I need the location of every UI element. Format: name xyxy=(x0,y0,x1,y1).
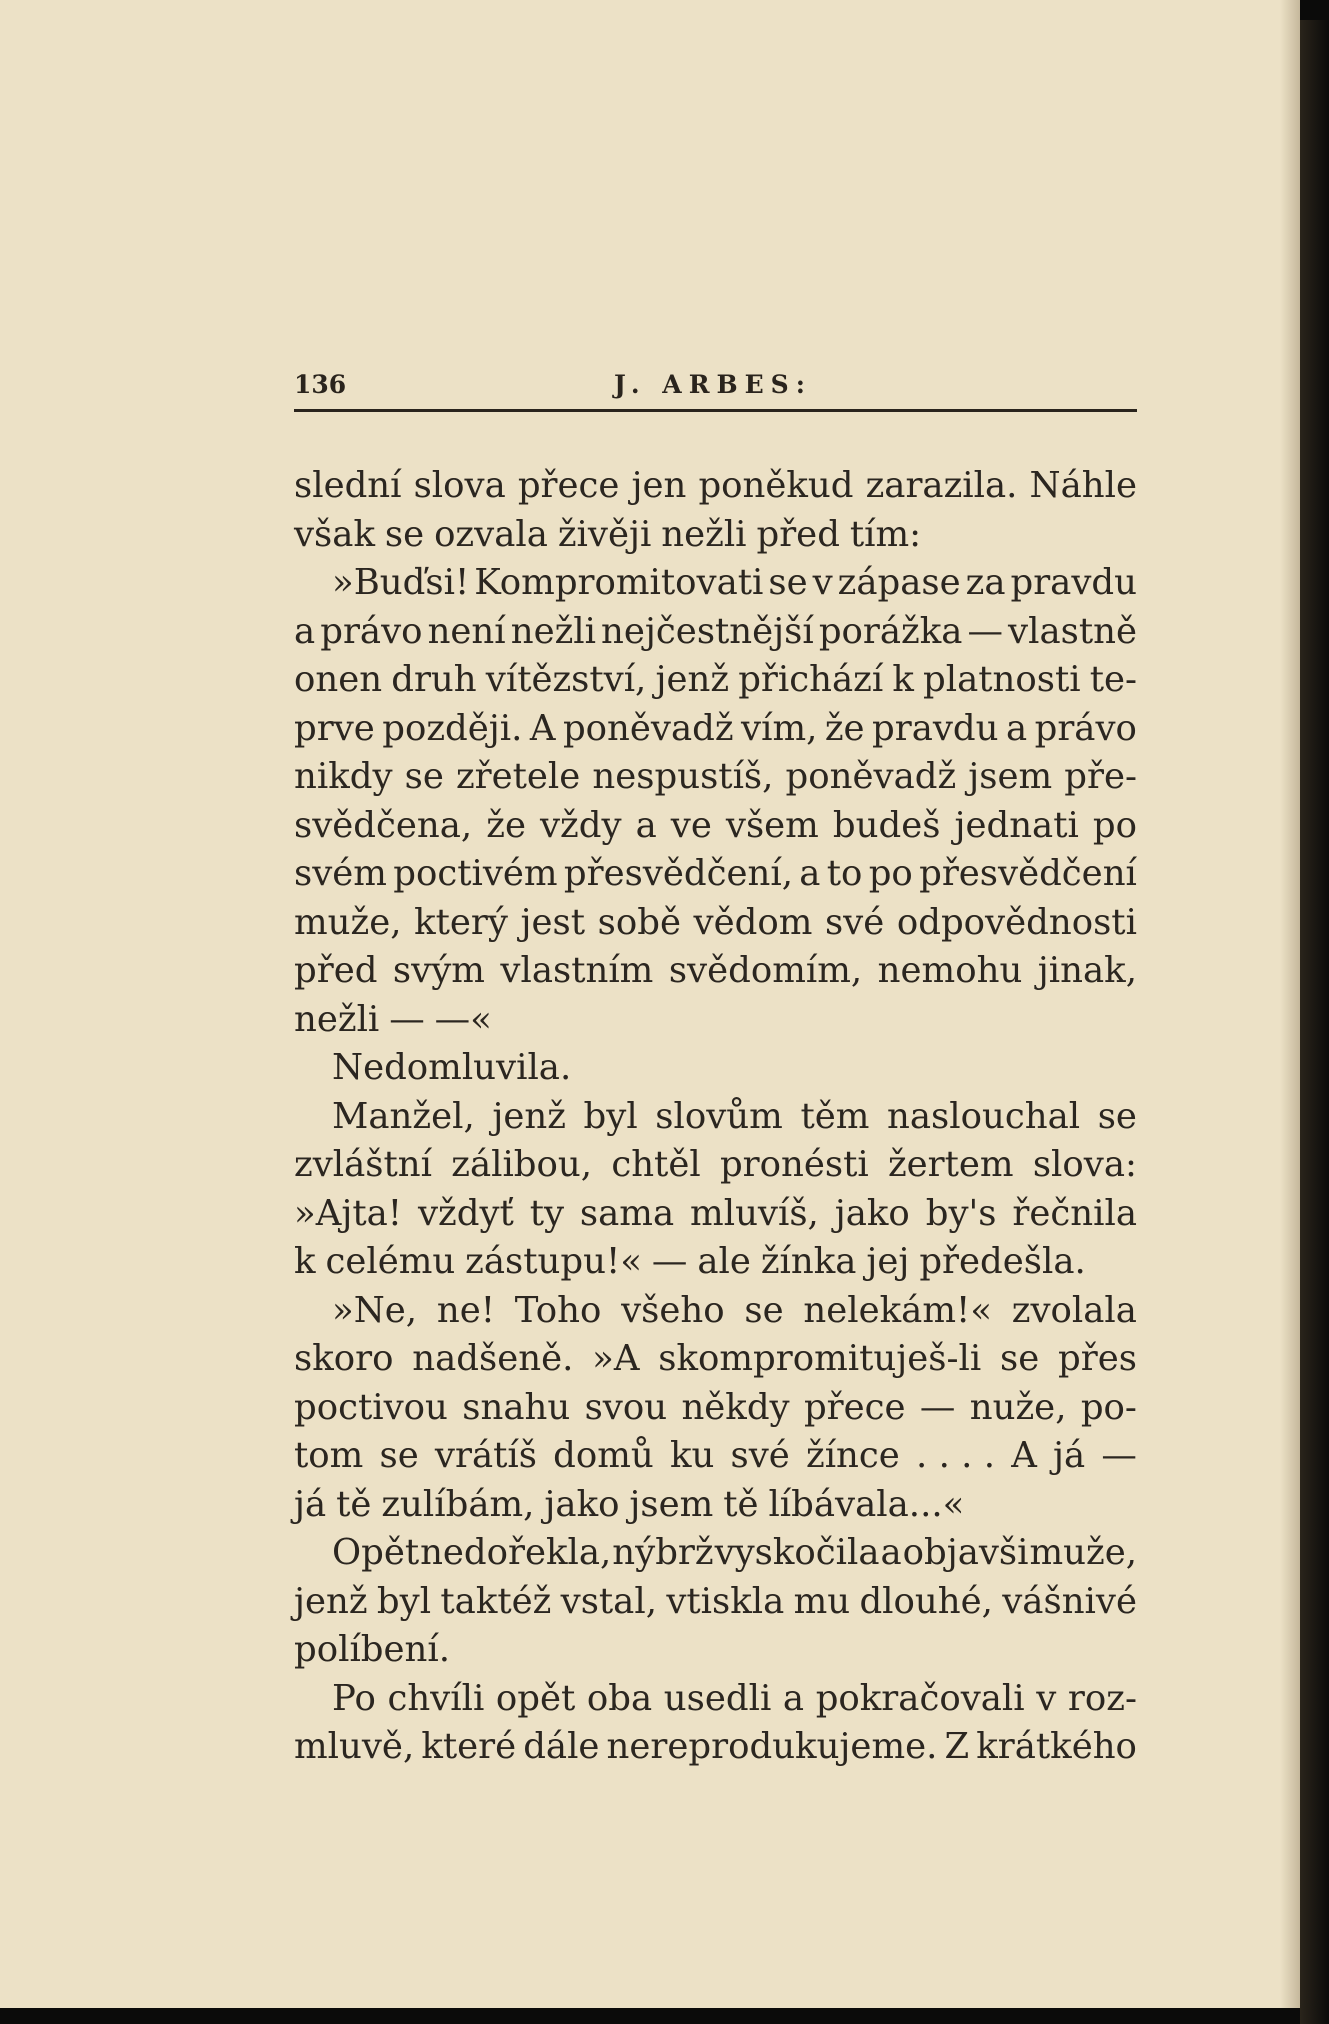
word: sobě xyxy=(597,901,681,943)
page-number: 136 xyxy=(294,370,347,399)
text-line xyxy=(294,1238,1137,1287)
word: se xyxy=(1097,1095,1137,1137)
word: přesvědčení, xyxy=(563,853,793,894)
word: prve xyxy=(294,707,375,749)
text-line xyxy=(294,559,1137,608)
word: pravdu xyxy=(1010,562,1137,603)
word: který xyxy=(414,901,508,943)
word: mluvíš, xyxy=(690,1192,819,1234)
word: ozvala xyxy=(434,513,548,555)
word: slední xyxy=(294,465,402,506)
word: se xyxy=(404,756,444,797)
word: nereprodukujeme. xyxy=(606,1726,938,1767)
word: později. xyxy=(382,707,523,749)
word: roz- xyxy=(1067,1677,1137,1719)
word: onen xyxy=(294,659,383,700)
word: jenž xyxy=(294,1580,368,1622)
text-line xyxy=(294,1044,1137,1093)
word: nemohu xyxy=(877,950,1023,991)
word: tě xyxy=(723,1483,759,1525)
word: sama xyxy=(579,1192,675,1234)
word: nejčestnější xyxy=(601,610,814,652)
text-line xyxy=(294,462,1137,511)
word: »Buďsi! xyxy=(332,562,470,603)
word: právo xyxy=(320,610,423,652)
text-line xyxy=(294,608,1137,657)
word: vědom xyxy=(693,901,813,943)
word: slovům xyxy=(655,1095,783,1137)
word: poněvadž xyxy=(562,707,734,749)
word: poctivou xyxy=(294,1386,448,1428)
word: slova xyxy=(413,465,506,506)
word: svědčena, xyxy=(294,804,473,846)
word: řečnila xyxy=(1012,1192,1137,1234)
word: zálibou, xyxy=(451,1144,593,1185)
text-line xyxy=(294,1384,1137,1433)
text-line xyxy=(294,1141,1137,1190)
word: políbení. xyxy=(294,1629,451,1670)
word: pravdu xyxy=(872,707,999,749)
word: —« xyxy=(434,998,492,1040)
word: žertem xyxy=(887,1144,1014,1185)
word: přesvědčení xyxy=(919,853,1137,894)
word: že xyxy=(824,707,865,749)
word: mluvě, xyxy=(294,1726,415,1767)
word: budeš xyxy=(832,804,941,846)
word: Náhle xyxy=(1029,465,1137,506)
word: nelekám!« xyxy=(803,1289,992,1331)
word: porážka xyxy=(818,610,963,652)
text-line xyxy=(294,850,1137,899)
word: se xyxy=(379,1435,419,1476)
word: a xyxy=(1005,707,1028,749)
word: jenž xyxy=(655,659,730,700)
word: vím, xyxy=(741,707,818,749)
word: nedořekla, xyxy=(420,1532,612,1573)
word: jej xyxy=(866,1241,910,1282)
word: nadšeně. xyxy=(412,1338,574,1379)
word: Manžel, xyxy=(332,1095,475,1137)
word: před xyxy=(756,513,840,555)
word: druh xyxy=(391,659,477,700)
header-rule xyxy=(294,409,1137,412)
word: opět xyxy=(495,1677,576,1719)
word: dlouhé, xyxy=(859,1580,993,1622)
word: se xyxy=(1000,1338,1040,1379)
word: žínka xyxy=(760,1241,857,1282)
word: — xyxy=(1101,1435,1137,1476)
word: Toho xyxy=(514,1289,602,1331)
word: vášnivé xyxy=(1002,1580,1137,1622)
word: není xyxy=(427,610,506,652)
word: vlastně xyxy=(1008,610,1137,652)
word: přece xyxy=(803,1386,906,1428)
word: které xyxy=(421,1726,517,1767)
word: přece xyxy=(517,465,620,506)
text-line xyxy=(294,1626,1137,1675)
word: všeho xyxy=(621,1289,725,1331)
word: te- xyxy=(1089,659,1137,700)
word: jako xyxy=(544,1483,620,1525)
word: za xyxy=(965,562,1006,603)
word: — xyxy=(651,1241,688,1282)
word: vstal, xyxy=(560,1580,657,1622)
word: — xyxy=(919,1386,956,1428)
word: muže, xyxy=(294,901,402,943)
word: mu xyxy=(793,1580,851,1622)
page-header xyxy=(294,368,1137,408)
word: jenž xyxy=(492,1095,566,1137)
word: vtiskla xyxy=(666,1580,785,1622)
word: vlastním xyxy=(500,950,654,991)
word: pokračovali xyxy=(815,1677,1025,1719)
text-line xyxy=(294,1529,1137,1578)
text-line xyxy=(294,996,1137,1045)
word: nikdy xyxy=(294,756,393,797)
word: svou xyxy=(584,1386,668,1428)
word: vyskočila xyxy=(714,1532,880,1573)
word: jako xyxy=(834,1192,910,1234)
text-line xyxy=(294,753,1137,802)
word: »Ajta! xyxy=(294,1192,403,1234)
word: nespustíš, xyxy=(592,756,774,797)
word: já xyxy=(294,1483,327,1525)
word: — xyxy=(967,610,1003,652)
word: a xyxy=(294,610,316,652)
word: nežli xyxy=(294,998,380,1040)
text-line xyxy=(294,511,1137,560)
word: před xyxy=(294,950,378,991)
word: a xyxy=(799,853,821,894)
word: byl xyxy=(376,1580,432,1622)
text-line xyxy=(294,1335,1137,1384)
word: slova: xyxy=(1032,1144,1137,1185)
word: vždyť xyxy=(417,1192,514,1234)
word: a xyxy=(782,1677,805,1719)
word: . . . . xyxy=(916,1435,995,1476)
word: líbávala...« xyxy=(768,1483,965,1525)
word: a xyxy=(635,804,657,846)
word: chtěl xyxy=(611,1144,701,1185)
body-text xyxy=(294,462,1137,1772)
text-line xyxy=(294,1578,1137,1627)
word: naslouchal xyxy=(886,1095,1081,1137)
word: Opět xyxy=(332,1532,420,1573)
text-line xyxy=(294,1093,1137,1142)
word: — xyxy=(389,998,425,1040)
word: jednati xyxy=(954,804,1079,846)
word: chvíli xyxy=(387,1677,485,1719)
word: tě xyxy=(336,1483,372,1525)
word: ve xyxy=(670,804,712,846)
word: poctivém xyxy=(393,853,558,894)
word: celému xyxy=(325,1241,456,1282)
word: skompromituješ-li xyxy=(658,1338,982,1379)
word: snahu xyxy=(462,1386,571,1428)
word: jest xyxy=(520,901,586,943)
word: »Ne, xyxy=(332,1289,418,1331)
word: muže, xyxy=(1029,1532,1137,1573)
word: nuže, xyxy=(969,1386,1067,1428)
word: jsem xyxy=(629,1483,714,1525)
word: v xyxy=(1036,1677,1057,1719)
word: tom xyxy=(294,1435,364,1476)
word: Nedomluvila. xyxy=(332,1047,572,1088)
word: ale xyxy=(697,1241,751,1282)
word: ne! xyxy=(436,1289,495,1331)
word: »A xyxy=(592,1338,640,1379)
word: A xyxy=(529,707,556,749)
word: pronésti xyxy=(719,1144,869,1185)
word: vítězství, xyxy=(485,659,647,700)
word: já xyxy=(1053,1435,1086,1476)
word: ku xyxy=(669,1435,715,1476)
word: jsem xyxy=(968,756,1053,797)
text-line xyxy=(294,705,1137,754)
word: zvolala xyxy=(1011,1289,1137,1331)
word: nežli xyxy=(661,513,747,555)
word: po xyxy=(868,853,913,894)
word: svým xyxy=(392,950,485,991)
text-line xyxy=(294,1481,1137,1530)
word: platnosti xyxy=(923,659,1081,700)
word: se xyxy=(744,1289,784,1331)
word: odpovědnosti xyxy=(896,901,1137,943)
word: ty xyxy=(529,1192,565,1234)
word: nežli xyxy=(510,610,596,652)
word: jinak, xyxy=(1037,950,1137,991)
text-line xyxy=(294,656,1137,705)
word: A xyxy=(1011,1435,1037,1476)
word: oba xyxy=(586,1677,653,1719)
word: k xyxy=(892,659,914,700)
running-head: J. ARBES: xyxy=(614,370,812,399)
word: objavši xyxy=(902,1532,1029,1573)
word: všem xyxy=(725,804,819,846)
text-line xyxy=(294,802,1137,851)
word: poněkud xyxy=(698,465,854,506)
word: v xyxy=(812,562,833,603)
text-line xyxy=(294,1675,1137,1724)
word: živěji xyxy=(557,513,652,555)
word: své xyxy=(730,1435,790,1476)
word: krátkého xyxy=(976,1726,1137,1767)
word: po xyxy=(1092,804,1137,846)
word: žínce xyxy=(806,1435,900,1476)
book-gutter xyxy=(1300,20,1329,2024)
word: by's xyxy=(925,1192,997,1234)
word: zřetele xyxy=(455,756,581,797)
word: po- xyxy=(1080,1386,1137,1428)
word: právo xyxy=(1034,707,1137,749)
word: přes xyxy=(1058,1338,1137,1379)
word: k xyxy=(294,1241,316,1282)
word: těm xyxy=(800,1095,870,1137)
text-line xyxy=(294,1723,1137,1772)
word: zástupu!« xyxy=(465,1241,642,1282)
word: svědomím, xyxy=(668,950,863,991)
word: pře- xyxy=(1064,756,1137,797)
word: poněvadž xyxy=(785,756,957,797)
word: byl xyxy=(583,1095,638,1137)
word: však xyxy=(294,513,375,555)
word: a xyxy=(880,1532,902,1573)
word: tím: xyxy=(849,513,922,555)
word: přichází xyxy=(738,659,884,700)
word: jen xyxy=(631,465,687,506)
word: Kompromitovati xyxy=(474,562,764,603)
word: usedli xyxy=(663,1677,772,1719)
word: že xyxy=(486,804,526,846)
word: své xyxy=(824,901,885,943)
word: taktéž xyxy=(440,1580,552,1622)
word: se xyxy=(768,562,808,603)
word: Po xyxy=(332,1677,376,1719)
word: zarazila. xyxy=(865,465,1018,506)
text-line xyxy=(294,899,1137,948)
word: předešla. xyxy=(919,1241,1086,1282)
word: zvláštní xyxy=(294,1144,432,1185)
word: svém xyxy=(294,853,387,894)
word: nýbrž xyxy=(612,1532,714,1573)
word: Z xyxy=(944,1726,970,1767)
text-line xyxy=(294,1287,1137,1336)
word: zulíbám, xyxy=(381,1483,535,1525)
word: se xyxy=(384,513,425,555)
word: vždy xyxy=(540,804,622,846)
word: to xyxy=(826,853,863,894)
word: dále xyxy=(523,1726,600,1767)
text-line xyxy=(294,1190,1137,1239)
word: vrátíš xyxy=(434,1435,537,1476)
word: někdy xyxy=(681,1386,790,1428)
word: domů xyxy=(553,1435,654,1476)
text-line xyxy=(294,1432,1137,1481)
word: skoro xyxy=(294,1338,394,1379)
word: zápase xyxy=(837,562,961,603)
text-line xyxy=(294,947,1137,996)
